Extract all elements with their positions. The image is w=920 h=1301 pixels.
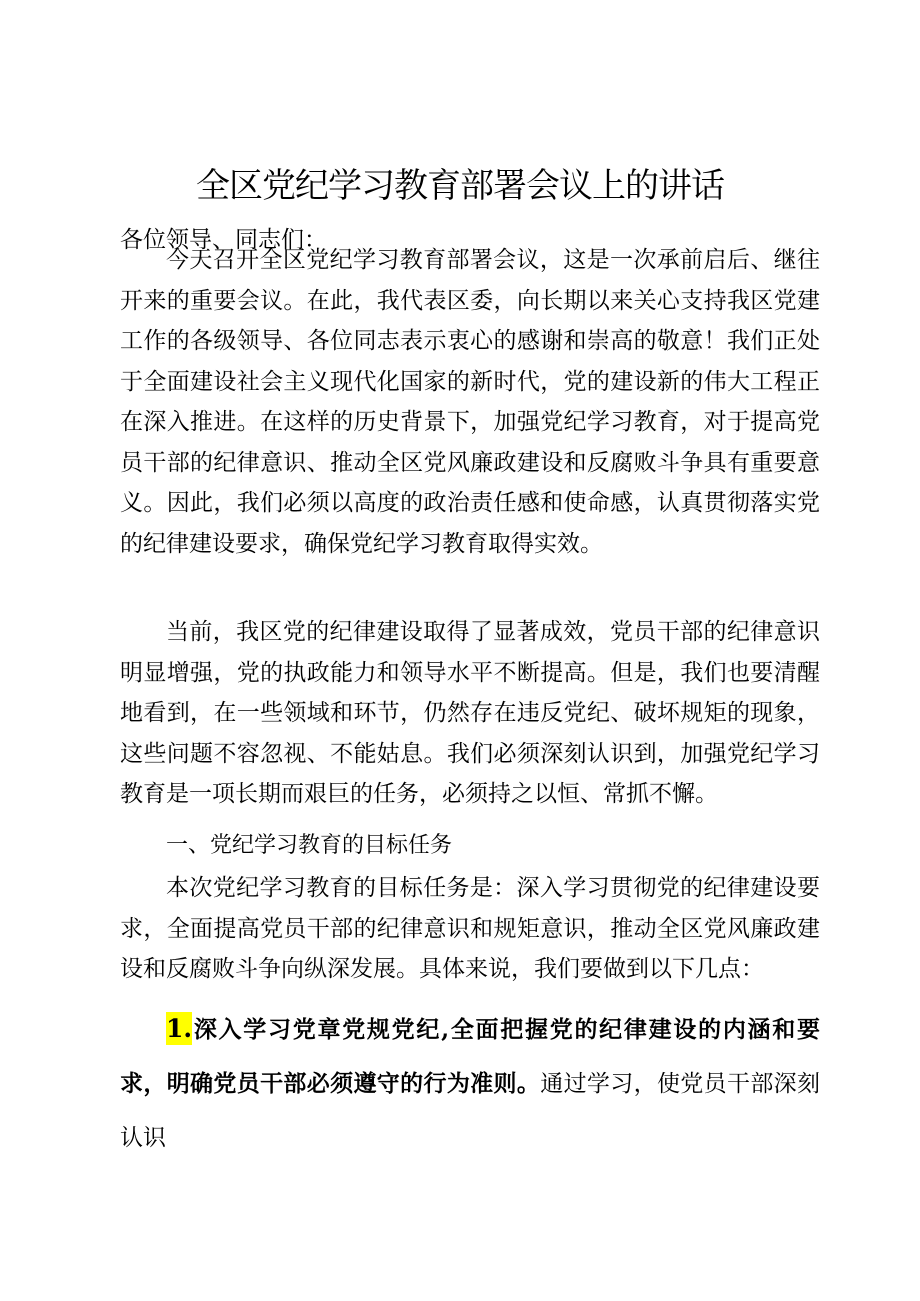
paragraph-opening: 今天召开全区党纪学习教育部署会议，这是一次承前启后、继往开来的重要会议。在此，我代表区委，向长期以来关心支持我区党建工作的各级领导、各位同志表示衷心的感谢和崇高的敬意！我们正处于全面建设社会主义现代化国家的新时代，党的建设新的伟大工程正在深入推进。在这样的历史背景下，加强党纪学习教育，对于提高党员干部的纪律意识、推动全区党风廉政建设和反腐败斗争具有重要意义。因此，我们必须以高度的政治责任感和使命感，认真贯彻落实党的纪律建设要求，确保党纪学习教育取得实效。 bbox=[120, 247, 820, 557]
list-item-1 bbox=[120, 1002, 820, 1165]
paragraph-current-situation: 当前，我区党的纪律建设取得了显著成效，党员干部的纪律意识明显增强，党的执政能力和领导水平不断提高。但是，我们也要清醒地看到，在一些领域和环节，仍然存在违反党纪、破坏规矩的现象，这些问题不容忽视、不能姑息。我们必须深刻认识到，加强党纪学习教育是一项长期而艰巨的任务，必须持之以恒、常抓不懈。 bbox=[120, 619, 820, 807]
highlighted-item-number: 1. bbox=[166, 1014, 193, 1043]
document-title: 全区党纪学习教育部署会议上的讲话 bbox=[196, 166, 724, 206]
item-1-text: 通过学习，使党员干部深刻认识 bbox=[120, 1071, 821, 1151]
section-heading: 一、党纪学习教育的目标任务 bbox=[166, 833, 453, 858]
item-1-bold-text: 深入学习党章党规党纪,全面把握党的纪律建设的内涵和要求，明确党员干部必须遵守的行为准则。 bbox=[120, 1016, 820, 1097]
greeting: 各位领导、同志们： bbox=[120, 227, 327, 253]
paragraph-section-intro: 本次党纪学习教育的目标任务是：深入学习贯彻党的纪律建设要求，全面提高党员干部的纪律意识和规矩意识，推动全区党风廉政建设和反腐败斗争向纵深发展。具体来说，我们要做到以下几点： bbox=[120, 875, 820, 982]
